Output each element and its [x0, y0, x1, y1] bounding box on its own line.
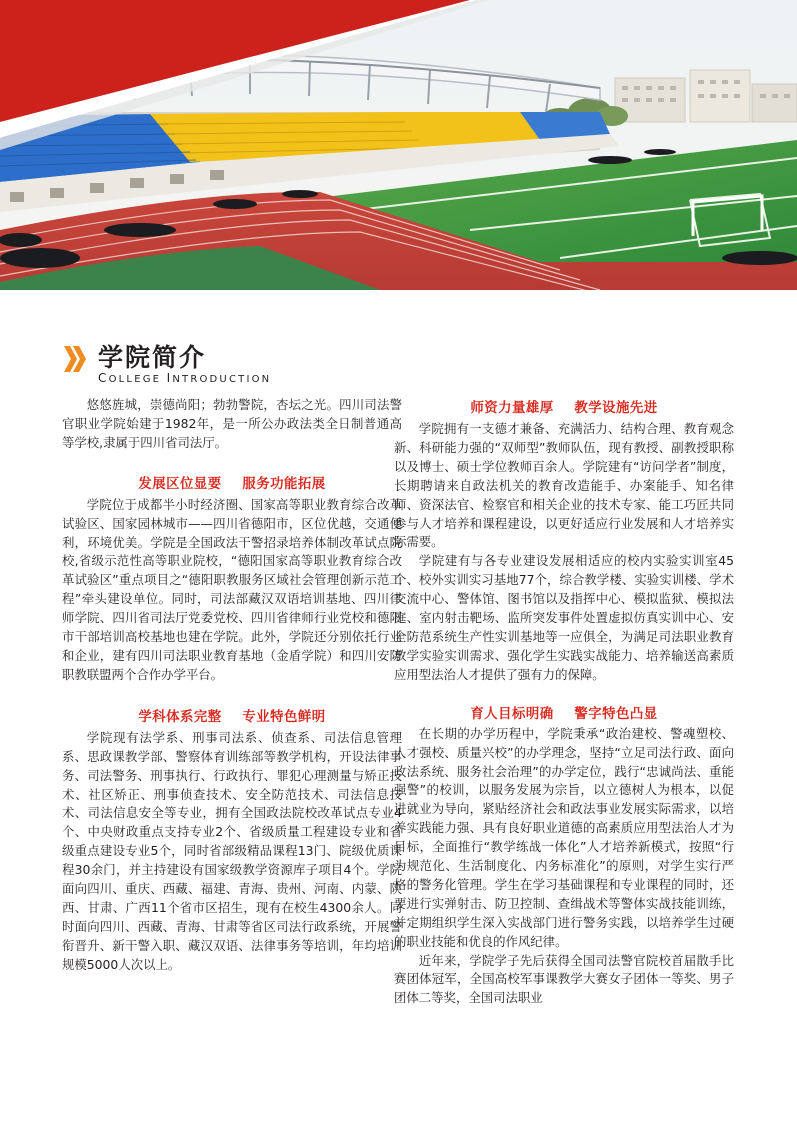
page-subtitle: COLLEGE INTRODUCTION	[98, 371, 272, 385]
double-chevron-icon	[64, 346, 86, 372]
section-text-facilities: 学院建有与各专业建设发展相适应的校内实验实训室45个、校外实训实习基地77个，综合教学楼、实验实训楼、学术交流中心、警体馆、图书馆以及指挥中心、模拟监狱、模拟法庭、室内射击靶场、监所突发事件处置虚拟仿真实训中心、安全防范系统生产性实训基地等一应俱全，为满足司法职业教育教学实验实训需求、强化学生实践实战能力、培养输送高素质应用型法治人才提供了强有力的保障。	[394, 553, 734, 682]
section-text-education-goals: 在长期的办学历程中，学院秉承“政治建校、警魂塑校、人才强校、质量兴校”的办学理念，坚持“立足司法行政、面向政法系统、服务社会治理”的办学定位，践行“忠诚尚法、重能强警”的校训，以服务发展为宗旨，以立德树人为根本，以促进就业为导向，紧贴经济社会和政法事业发展实际需求，以培养实践能力强、具有良好职业道德的高素质应用型法治人才为目标，全面推行“教学练战一体化”人才培养新模式，按照“行为规范化、生活制度化、内务标准化”的原则，对学生实行严格的警务化管理。学生在学习基础课程和专业课程的同时，还要进行实弹射击、防卫控制、查缉战术等警体实战技能训练，并定期组织学生深入实战部门进行警务实践，以培养学生过硬的职业技能和优良的作风纪律。	[394, 725, 734, 949]
section-text-location: 学院位于成都半小时经济圈、国家高等职业教育综合改革试验区、国家园林城市——四川省德阳市，区位优越，交通便利，环境优美。学院是全国政法干警招录培养体制改革试点院校,省级示范性高等职业院校，“德阳国家高等职业教育综合改革试验区”重点项目之“德阳职教服务区域社会管理创新示范工程”牵头建设单位。同时，司法部藏汉双语培训基地、四川律师学院、四川省司法厅党委党校、四川省律师行业党校和德阳市干部培训高校基地也建在学院。此外，学院还分别依托行业和企业，建有四川司法职业教育基地（金盾学院）和四川安防职教联盟两个合作办学平台。	[62, 496, 402, 682]
left-column	[62, 390, 402, 975]
intro-paragraph: 悠悠旌城，崇德尚阳；勃勃警院，杏坛之光。四川司法警官职业学院始建于1982年，是一所公办政法类全日制普通高等学校,隶属于四川省司法厅。	[62, 397, 402, 450]
section-text-achievements: 近年来，学院学子先后获得全国司法警官院校首届散手比赛团体冠军，全国高校军事课教学大赛女子团体一等奖、男子团体二等奖，全国司法职业	[394, 952, 734, 1006]
section-title-disciplines: 学科体系完整 专业特色鲜明	[138, 709, 326, 725]
stadium-illustration	[0, 0, 797, 290]
section-text-disciplines: 学院现有法学系、刑事司法系、侦查系、司法信息管理系、思政课教学部、警察体育训练部等教学机构，开设法律事务、司法警务、刑事执行、行政执行、罪犯心理测量与矫正技术、社区矫正、刑事侦查技术、安全防范技术、司法信息技术、司法信息安全等专业，拥有全国政法院校改革试点专业4个、中央财政重点支持专业2个、省级质量工程建设专业和省级重点建设专业5个，同时省部级精品课程13门、院级优质课程30余门，并主持建设有国家级教学资源库子项目4个。学院面向四川、重庆、西藏、福建、青海、贵州、河南、内蒙、陕西、甘肃、广西11个省市区招生，现有在校生4300余人。同时面向四川、西藏、青海、甘肃等省区司法行政系统，开展警衔晋升、新干警入职、藏汉双语、法律事务等培训，年均培训规模5000人次以上。	[62, 729, 402, 972]
section-heading	[64, 338, 364, 388]
section-title-faculty: 师资力量雄厚 教学设施先进	[470, 401, 658, 416]
section-title-location: 发展区位显要 服务功能拓展	[138, 476, 326, 492]
right-column	[394, 390, 734, 1008]
page-title: 学院简介	[98, 343, 207, 372]
hero-stadium-photo	[0, 0, 797, 290]
section-title-education-goals: 育人目标明确 警字特色凸显	[470, 706, 658, 722]
section-text-faculty: 学院拥有一支德才兼备、充满活力、结构合理、教育观念新、科研能力强的“双师型”教师队伍，现有教授、副教授职称以及博士、硕士学位教师百余人。学院建有“访问学者”制度，长期聘请来自政法机关的教育改造能手、办案能手、知名律师、资深法官、检察官和相关企业的技术专家、能工巧匠共同参与人才培养和课程建设，以更好适应行业发展和人才培养实际需要。	[394, 421, 734, 550]
